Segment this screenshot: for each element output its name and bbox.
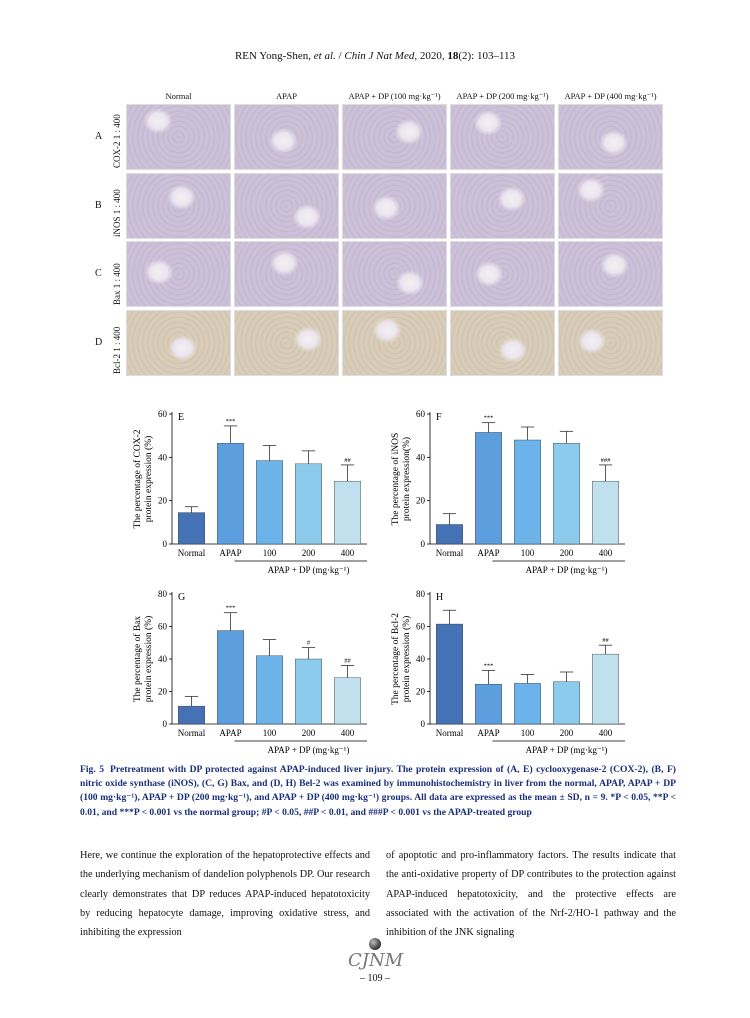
- row-label: Bax 1 : 400: [112, 263, 122, 305]
- y-tick-label: 0: [420, 539, 425, 549]
- y-tick-label: 40: [416, 452, 425, 463]
- bar: [475, 432, 502, 544]
- bar: [295, 464, 322, 544]
- caption-text: Pretreatment with DP protected against APAP-induced liver injury. The protein expression of (A, E) cyclooxygenase-2 (COX-2), (B, F) nitric oxide synthase (iNOS), (C, G) Bax, and (D, H) Bel-2 was examined by immunohistochemistry in liver from the normal, APAP, APAP + DP (100 mg·kg⁻¹), APAP + DP (200 mg·kg⁻¹), and APAP + DP (400 mg·kg⁻¹) groups. All data are expressed as the mean ± SD, n = 9. *P < 0.05, **P < 0.01, and ***P < 0.001 vs the normal group; #P < 0.05, ##P < 0.01, and ###P < 0.001 vs the APAP-treated group: [80, 764, 677, 818]
- y-axis-label-line: The percentage of iNOS: [391, 432, 401, 526]
- figure-label: Fig. 5: [80, 764, 104, 775]
- panel-letter: H: [436, 592, 444, 603]
- significance-label: ***: [483, 662, 494, 670]
- y-axis-label: [390, 433, 412, 526]
- micrograph-tile: [234, 310, 339, 376]
- bar: [592, 481, 619, 544]
- x-tick-label: APAP: [219, 548, 242, 558]
- row-letter: B: [95, 199, 102, 211]
- group-label: APAP + DP (mg·kg⁻¹): [267, 745, 350, 755]
- group-label: APAP + DP (mg·kg⁻¹): [525, 565, 608, 575]
- x-tick-label: Normal: [177, 728, 206, 738]
- group-label: APAP + DP (mg·kg⁻¹): [525, 745, 608, 755]
- y-tick-label: 0: [162, 719, 167, 729]
- micrograph-tile: [126, 310, 231, 376]
- chart-f: [388, 402, 633, 580]
- y-tick-label: 20: [158, 495, 167, 506]
- y-axis-label-line: The percentage of Bax: [133, 615, 143, 703]
- significance-label: ###: [600, 456, 611, 464]
- bar: [178, 513, 205, 544]
- page-number: – 109 –: [360, 973, 390, 984]
- chart-h: [388, 582, 633, 760]
- row-letter: D: [95, 336, 103, 348]
- micrograph-tile: [558, 173, 663, 239]
- bar: [436, 624, 463, 724]
- group-label: APAP + DP (mg·kg⁻¹): [267, 565, 350, 575]
- x-tick-label: 200: [301, 728, 316, 738]
- y-axis-label: [132, 429, 154, 528]
- row-label: Bcl-2 1 : 400: [112, 326, 122, 374]
- bar: [256, 461, 283, 544]
- bar: [217, 443, 244, 544]
- significance-label: #: [306, 639, 311, 647]
- bar: [295, 659, 322, 724]
- y-tick-label: 40: [158, 654, 167, 664]
- bar: [514, 440, 541, 544]
- x-tick-label: Normal: [177, 548, 206, 558]
- y-axis-label-line: protein expression (%): [402, 615, 412, 703]
- x-tick-label: 400: [340, 548, 355, 558]
- y-axis-label-line: The percentage of COX-2: [133, 429, 143, 529]
- x-tick-label: Normal: [435, 728, 464, 738]
- journal-logo: CJNM: [348, 938, 402, 971]
- bar: [436, 525, 463, 545]
- panel-letter: E: [178, 412, 185, 423]
- running-header: REN Yong-Shen, et al. / Chin J Nat Med, 2020, 18(2): 103–113: [234, 50, 516, 62]
- chart-g: [130, 582, 375, 760]
- y-tick-label: 60: [158, 409, 167, 419]
- body-text-left: Here, we continue the exploration of the hepatoprotective effects and the underlying mechanism of dandelion polyphenols DP. Our research clearly demonstrates that DP reduces APAP-induced hepatotoxicity by reducing hepatocyte damage, improving oxidative stress, and inhibiting the expression: [80, 850, 370, 939]
- y-tick-label: 60: [416, 409, 425, 419]
- figure-caption: [80, 763, 676, 820]
- y-tick-label: 40: [158, 452, 167, 463]
- y-tick-label: 20: [416, 686, 425, 697]
- x-tick-label: 200: [559, 728, 574, 738]
- x-tick-label: 400: [340, 728, 355, 738]
- x-tick-label: Normal: [435, 548, 464, 558]
- bar: [217, 631, 244, 724]
- y-axis-label-line: protein expression (%): [144, 615, 154, 703]
- bar: [553, 682, 580, 724]
- x-tick-label: 100: [262, 548, 277, 558]
- y-tick-label: 0: [420, 719, 425, 729]
- x-tick-label: 200: [559, 548, 574, 558]
- micrograph-tile: [450, 310, 555, 376]
- micrograph-tile: [450, 104, 555, 170]
- x-tick-label: APAP: [219, 728, 242, 738]
- y-tick-label: 20: [416, 495, 425, 506]
- column-label: APAP + DP (100 mg·kg⁻¹): [348, 91, 441, 101]
- y-axis-label: [132, 616, 154, 703]
- x-tick-label: 200: [301, 548, 316, 558]
- y-axis-label-line: protein expression(%): [402, 436, 412, 522]
- chart-e: [130, 402, 375, 580]
- x-tick-label: 400: [598, 728, 613, 738]
- column-label: APAP + DP (200 mg·kg⁻¹): [456, 91, 549, 101]
- panel-letter: F: [436, 412, 442, 423]
- bar: [256, 656, 283, 724]
- y-axis-label-line: The percentage of Bcl-2: [391, 612, 401, 706]
- body-text-right: of apoptotic and pro-inflammatory factors. The results indicate that the anti-oxidative property of DP contributes to the protection against APAP-induced hepatotoxicity, and the protective effects are associated with the activation of the Nrf-2/HO-1 pathway and the inhibition of the JNK signaling: [386, 850, 676, 939]
- bar: [178, 706, 205, 724]
- y-tick-label: 60: [158, 621, 167, 632]
- significance-label: ##: [344, 657, 351, 665]
- row-letter: C: [95, 268, 102, 279]
- x-tick-label: 100: [520, 728, 535, 738]
- x-tick-label: 100: [262, 728, 277, 738]
- bar: [334, 481, 361, 544]
- micrograph-tile: [558, 310, 663, 376]
- column-label: Normal: [165, 91, 192, 101]
- micrograph-tile: [450, 173, 555, 239]
- micrograph-tile: [234, 173, 339, 239]
- y-tick-label: 60: [416, 621, 425, 632]
- x-tick-label: 100: [520, 548, 535, 558]
- bar: [514, 683, 541, 724]
- micrograph-tile: [126, 173, 231, 239]
- y-tick-label: 80: [416, 589, 425, 599]
- micrograph-tile: [558, 104, 663, 170]
- micrograph-tile: [342, 104, 447, 170]
- row-label: COX-2 1 : 400: [112, 114, 122, 168]
- micrograph-tile: [558, 241, 663, 307]
- x-tick-label: APAP: [477, 548, 500, 558]
- y-tick-label: 20: [158, 686, 167, 697]
- micrograph-tile: [234, 241, 339, 307]
- micrograph-tile: [450, 241, 555, 307]
- column-label: APAP + DP (400 mg·kg⁻¹): [564, 91, 657, 101]
- panel-letter: G: [178, 592, 186, 603]
- column-label: APAP: [276, 91, 297, 101]
- y-axis-label-line: protein expression (%): [144, 435, 154, 523]
- row-label: iNOS 1 : 400: [112, 188, 122, 237]
- significance-label: ##: [602, 637, 609, 645]
- micrograph-tile: [126, 241, 231, 307]
- y-tick-label: 0: [162, 539, 167, 549]
- y-tick-label: 40: [416, 654, 425, 664]
- row-letter: A: [95, 131, 103, 142]
- y-axis-label: [390, 613, 412, 705]
- significance-label: ##: [344, 456, 351, 464]
- micrograph-tile: [234, 104, 339, 170]
- bar: [553, 443, 580, 544]
- micrograph-tile: [342, 310, 447, 376]
- micrograph-tile: [126, 104, 231, 170]
- y-tick-label: 80: [158, 589, 167, 599]
- significance-label: ***: [225, 417, 236, 425]
- x-tick-label: 400: [598, 548, 613, 558]
- micrograph-tile: [342, 173, 447, 239]
- significance-label: ***: [483, 414, 494, 422]
- bar: [592, 654, 619, 724]
- significance-label: ***: [225, 604, 236, 612]
- bar: [475, 684, 502, 724]
- x-tick-label: APAP: [477, 728, 500, 738]
- micrograph-tile: [342, 241, 447, 307]
- globe-icon: [369, 938, 381, 950]
- bar: [334, 678, 361, 724]
